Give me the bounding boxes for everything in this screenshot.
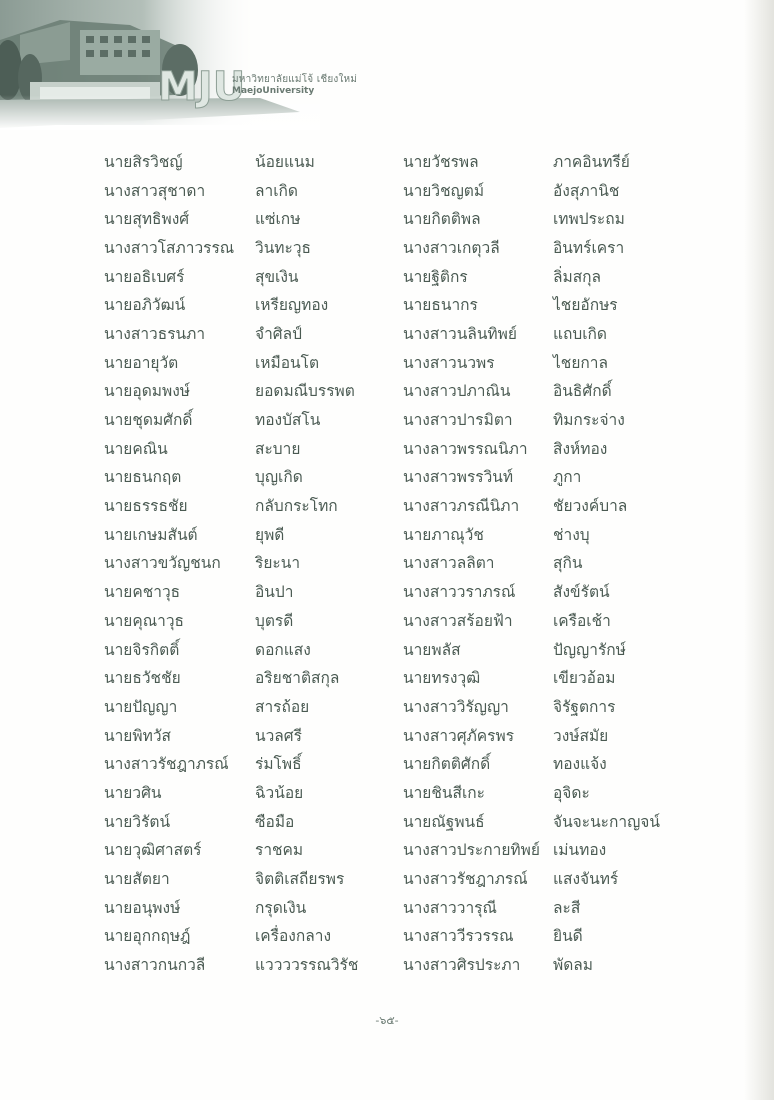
- first-name-right: นายภาณุวัช: [403, 525, 484, 544]
- name-row: [104, 577, 704, 606]
- last-name-right: ลิ่มสกุล: [553, 267, 602, 286]
- last-name-left: แววววรรณวิรัช: [255, 956, 359, 975]
- last-name-left: แซ่เกษ: [255, 210, 301, 229]
- first-name-right: นายชินสีเกะ: [403, 783, 485, 802]
- last-name-right: จันจะนะกาญจน์: [553, 812, 660, 831]
- first-name-right: นายฐิติกร: [403, 267, 468, 286]
- name-row: [104, 635, 704, 664]
- first-name-right: นางสาววารุณี: [403, 898, 497, 917]
- last-name-right: ช่างบุ: [553, 525, 590, 544]
- first-name-left: นายอุดมพงษ์: [104, 382, 190, 401]
- last-name-left: จำศิลป์: [255, 324, 302, 343]
- first-name-left: นายคุณาวุธ: [104, 611, 184, 630]
- name-row: [104, 463, 704, 492]
- last-name-right: อินทร์เครา: [553, 238, 625, 257]
- last-name-right: ภาคอินทรีย์: [553, 152, 630, 171]
- name-row: [104, 922, 704, 951]
- first-name-left: นายชุดมศักดิ์: [104, 411, 193, 430]
- last-name-right: วงษ์สมัย: [553, 726, 609, 745]
- name-row: [104, 807, 704, 836]
- name-row: [104, 606, 704, 635]
- last-name-right: แถบเกิด: [553, 324, 607, 343]
- last-name-left: กรุดเงิน: [255, 898, 307, 917]
- first-name-right: นายธนากร: [403, 296, 478, 315]
- name-row: [104, 749, 704, 778]
- name-row: [104, 893, 704, 922]
- last-name-right: เครือเช้า: [553, 611, 611, 630]
- last-name-right: ยินดี: [553, 927, 583, 946]
- first-name-right: นางลาวพรรณนิภา: [403, 439, 528, 458]
- first-name-left: นายธวัชชัย: [104, 669, 181, 688]
- first-name-right: นางสาวประกายทิพย์: [403, 841, 540, 860]
- page-header: [0, 0, 380, 130]
- first-name-left: นายพิทวัส: [104, 726, 171, 745]
- last-name-right: สิงห์ทอง: [553, 439, 608, 458]
- last-name-left: เหรียญทอง: [255, 296, 329, 315]
- name-row: [104, 319, 704, 348]
- last-name-right: อังสุภานิช: [553, 181, 620, 200]
- mju-logo-text: MJU: [158, 64, 246, 110]
- name-row: [104, 348, 704, 377]
- last-name-left: อริยชาติสกุล: [255, 669, 340, 688]
- first-name-right: นางสาววีรวรรณ: [403, 927, 514, 946]
- last-name-right: เทพประถม: [553, 210, 625, 229]
- first-name-right: นางสาวเกตุวลี: [403, 238, 500, 257]
- last-name-left: กลับกระโทก: [255, 497, 338, 516]
- last-name-right: ทองแจ้ง: [553, 755, 607, 774]
- last-name-left: บุญเกิด: [255, 468, 303, 487]
- first-name-left: นางสาวขวัญชนก: [104, 554, 221, 573]
- name-row: [104, 204, 704, 233]
- last-name-right: ภูกา: [553, 468, 582, 487]
- name-row: [104, 778, 704, 807]
- first-name-left: นายสัตยา: [104, 870, 170, 889]
- last-name-right: เขียวอ้อม: [553, 669, 616, 688]
- name-row: [104, 864, 704, 893]
- last-name-right: อุจิดะ: [553, 783, 590, 802]
- last-name-left: ยอดมณีบรรพต: [255, 382, 355, 401]
- campus-banner-image: [0, 0, 380, 130]
- first-name-left: นางสาวกนกวลี: [104, 956, 206, 975]
- first-name-right: นางสาวสร้อยฟ้า: [403, 611, 513, 630]
- last-name-left: น้อยแนม: [255, 152, 315, 171]
- first-name-left: นายธรรธชัย: [104, 497, 188, 516]
- first-name-left: นายวุฒิศาสตร์: [104, 841, 202, 860]
- last-name-left: ยุพดี: [255, 525, 285, 544]
- name-row: [104, 290, 704, 319]
- name-row: [104, 836, 704, 865]
- name-row: [104, 663, 704, 692]
- name-row: [104, 434, 704, 463]
- last-name-left: ร่มโพธิ์: [255, 755, 302, 774]
- last-name-right: ละสี: [553, 898, 581, 917]
- last-name-right: ไชยอักษร: [553, 296, 618, 315]
- last-name-left: ดอกแสง: [255, 640, 311, 659]
- first-name-right: นายวิชญตม์: [403, 181, 485, 200]
- last-name-right: แสงจันทร์: [553, 870, 619, 889]
- first-name-left: นายอธิเบศร์: [104, 267, 185, 286]
- first-name-left: นางสาวโสภาวรรณ: [104, 238, 235, 257]
- first-name-right: นายทรงวุฒิ: [403, 669, 481, 688]
- name-row: [104, 520, 704, 549]
- university-name-english: MaejoUniversity: [232, 86, 315, 96]
- first-name-right: นางสาวพรรวินท์: [403, 468, 514, 487]
- first-name-right: นายณัฐพนธ์: [403, 812, 485, 831]
- name-row: [104, 721, 704, 750]
- name-row: [104, 491, 704, 520]
- last-name-left: จิตติเสถียรพร: [255, 870, 345, 889]
- name-row: [104, 377, 704, 406]
- last-name-left: เหมือนโต: [255, 353, 320, 372]
- first-name-right: นางสาววราภรณ์: [403, 583, 516, 602]
- first-name-left: นายอภิวัฒน์: [104, 296, 186, 315]
- first-name-left: นางสาวสุชาดา: [104, 181, 206, 200]
- first-name-right: นายวัชรพล: [403, 152, 479, 171]
- last-name-left: สารถ้อย: [255, 697, 310, 716]
- name-row: [104, 950, 704, 979]
- last-name-right: พัดลม: [553, 956, 593, 975]
- first-name-left: นายธนกฤต: [104, 468, 182, 487]
- page-edge-shadow: [744, 0, 774, 1100]
- first-name-left: นายสุทธิพงศ์: [104, 210, 190, 229]
- last-name-left: บุตรดี: [255, 611, 294, 630]
- last-name-left: เครื่องกลาง: [255, 927, 332, 946]
- first-name-left: นายสิรวิชญ์: [104, 152, 183, 171]
- name-list: [104, 147, 704, 979]
- last-name-right: สุกิน: [553, 554, 583, 573]
- first-name-right: นางสาวลลิตา: [403, 554, 495, 573]
- last-name-right: อินธิศักดิ์: [553, 382, 612, 401]
- name-row: [104, 692, 704, 721]
- last-name-left: นวลศรี: [255, 726, 302, 745]
- last-name-right: ชัยวงค์บาล: [553, 497, 628, 516]
- name-row: [104, 176, 704, 205]
- page-number: -๖๕-: [375, 1014, 399, 1027]
- first-name-right: นางสาวนลินทิพย์: [403, 324, 517, 343]
- first-name-left: นายอุกกฤษฎ์: [104, 927, 191, 946]
- last-name-left: ทองบัสโน: [255, 411, 321, 430]
- last-name-left: สุขเงิน: [255, 267, 299, 286]
- first-name-right: นางสาวปภาณิน: [403, 382, 511, 401]
- last-name-right: เม่นทอง: [553, 841, 607, 860]
- first-name-left: นายคชาวุธ: [104, 583, 181, 602]
- last-name-left: ซือมือ: [255, 812, 295, 831]
- first-name-left: นายวิรัตน์: [104, 812, 171, 831]
- name-row: [104, 549, 704, 578]
- name-row: [104, 147, 704, 176]
- last-name-left: ลาเกิด: [255, 181, 298, 200]
- last-name-right: จิรัฐตการ: [553, 697, 616, 716]
- first-name-left: นายวศิน: [104, 783, 162, 802]
- first-name-left: นายจิรกิตติ์: [104, 640, 180, 659]
- last-name-left: ฉิวน้อย: [255, 783, 304, 802]
- first-name-left: นายคณิน: [104, 439, 168, 458]
- first-name-right: นายกิตติพล: [403, 210, 481, 229]
- first-name-right: นางสาวรัชฎาภรณ์: [403, 870, 528, 889]
- last-name-right: ปัญญารักษ์: [553, 640, 626, 659]
- first-name-right: นายกิตติศักดิ์: [403, 755, 491, 774]
- first-name-left: นางสาวธรนภา: [104, 324, 206, 343]
- first-name-left: นายปัญญา: [104, 697, 178, 716]
- first-name-left: นายอายุวัต: [104, 353, 179, 372]
- last-name-right: ไชยกาล: [553, 353, 608, 372]
- name-row: [104, 262, 704, 291]
- first-name-right: นายพลัส: [403, 640, 461, 659]
- first-name-right: นางสาวนวพร: [403, 353, 495, 372]
- last-name-right: ทิมกระจ่าง: [553, 411, 625, 430]
- first-name-right: นางสาวภรณีนิภา: [403, 497, 520, 516]
- last-name-left: วินทะวุธ: [255, 238, 312, 257]
- last-name-left: อินปา: [255, 583, 294, 602]
- first-name-left: นายอนุพงษ์: [104, 898, 181, 917]
- last-name-right: สังข์รัตน์: [553, 583, 610, 602]
- university-name-thai: มหาวิทยาลัยแม่โจ้ เชียงใหม่: [232, 74, 358, 85]
- name-row: [104, 233, 704, 262]
- first-name-right: นางสาวศิรประภา: [403, 956, 521, 975]
- first-name-right: นางสาววิรัญญา: [403, 697, 509, 716]
- first-name-right: นางสาวปารมิตา: [403, 411, 513, 430]
- first-name-left: นายเกษมสันต์: [104, 525, 198, 544]
- last-name-left: ริยะนา: [255, 554, 301, 573]
- first-name-left: นางสาวรัชฎาภรณ์: [104, 755, 229, 774]
- last-name-left: สะบาย: [255, 439, 301, 458]
- last-name-left: ราชคม: [255, 841, 304, 860]
- name-row: [104, 405, 704, 434]
- first-name-right: นางสาวศุภัครพร: [403, 726, 515, 745]
